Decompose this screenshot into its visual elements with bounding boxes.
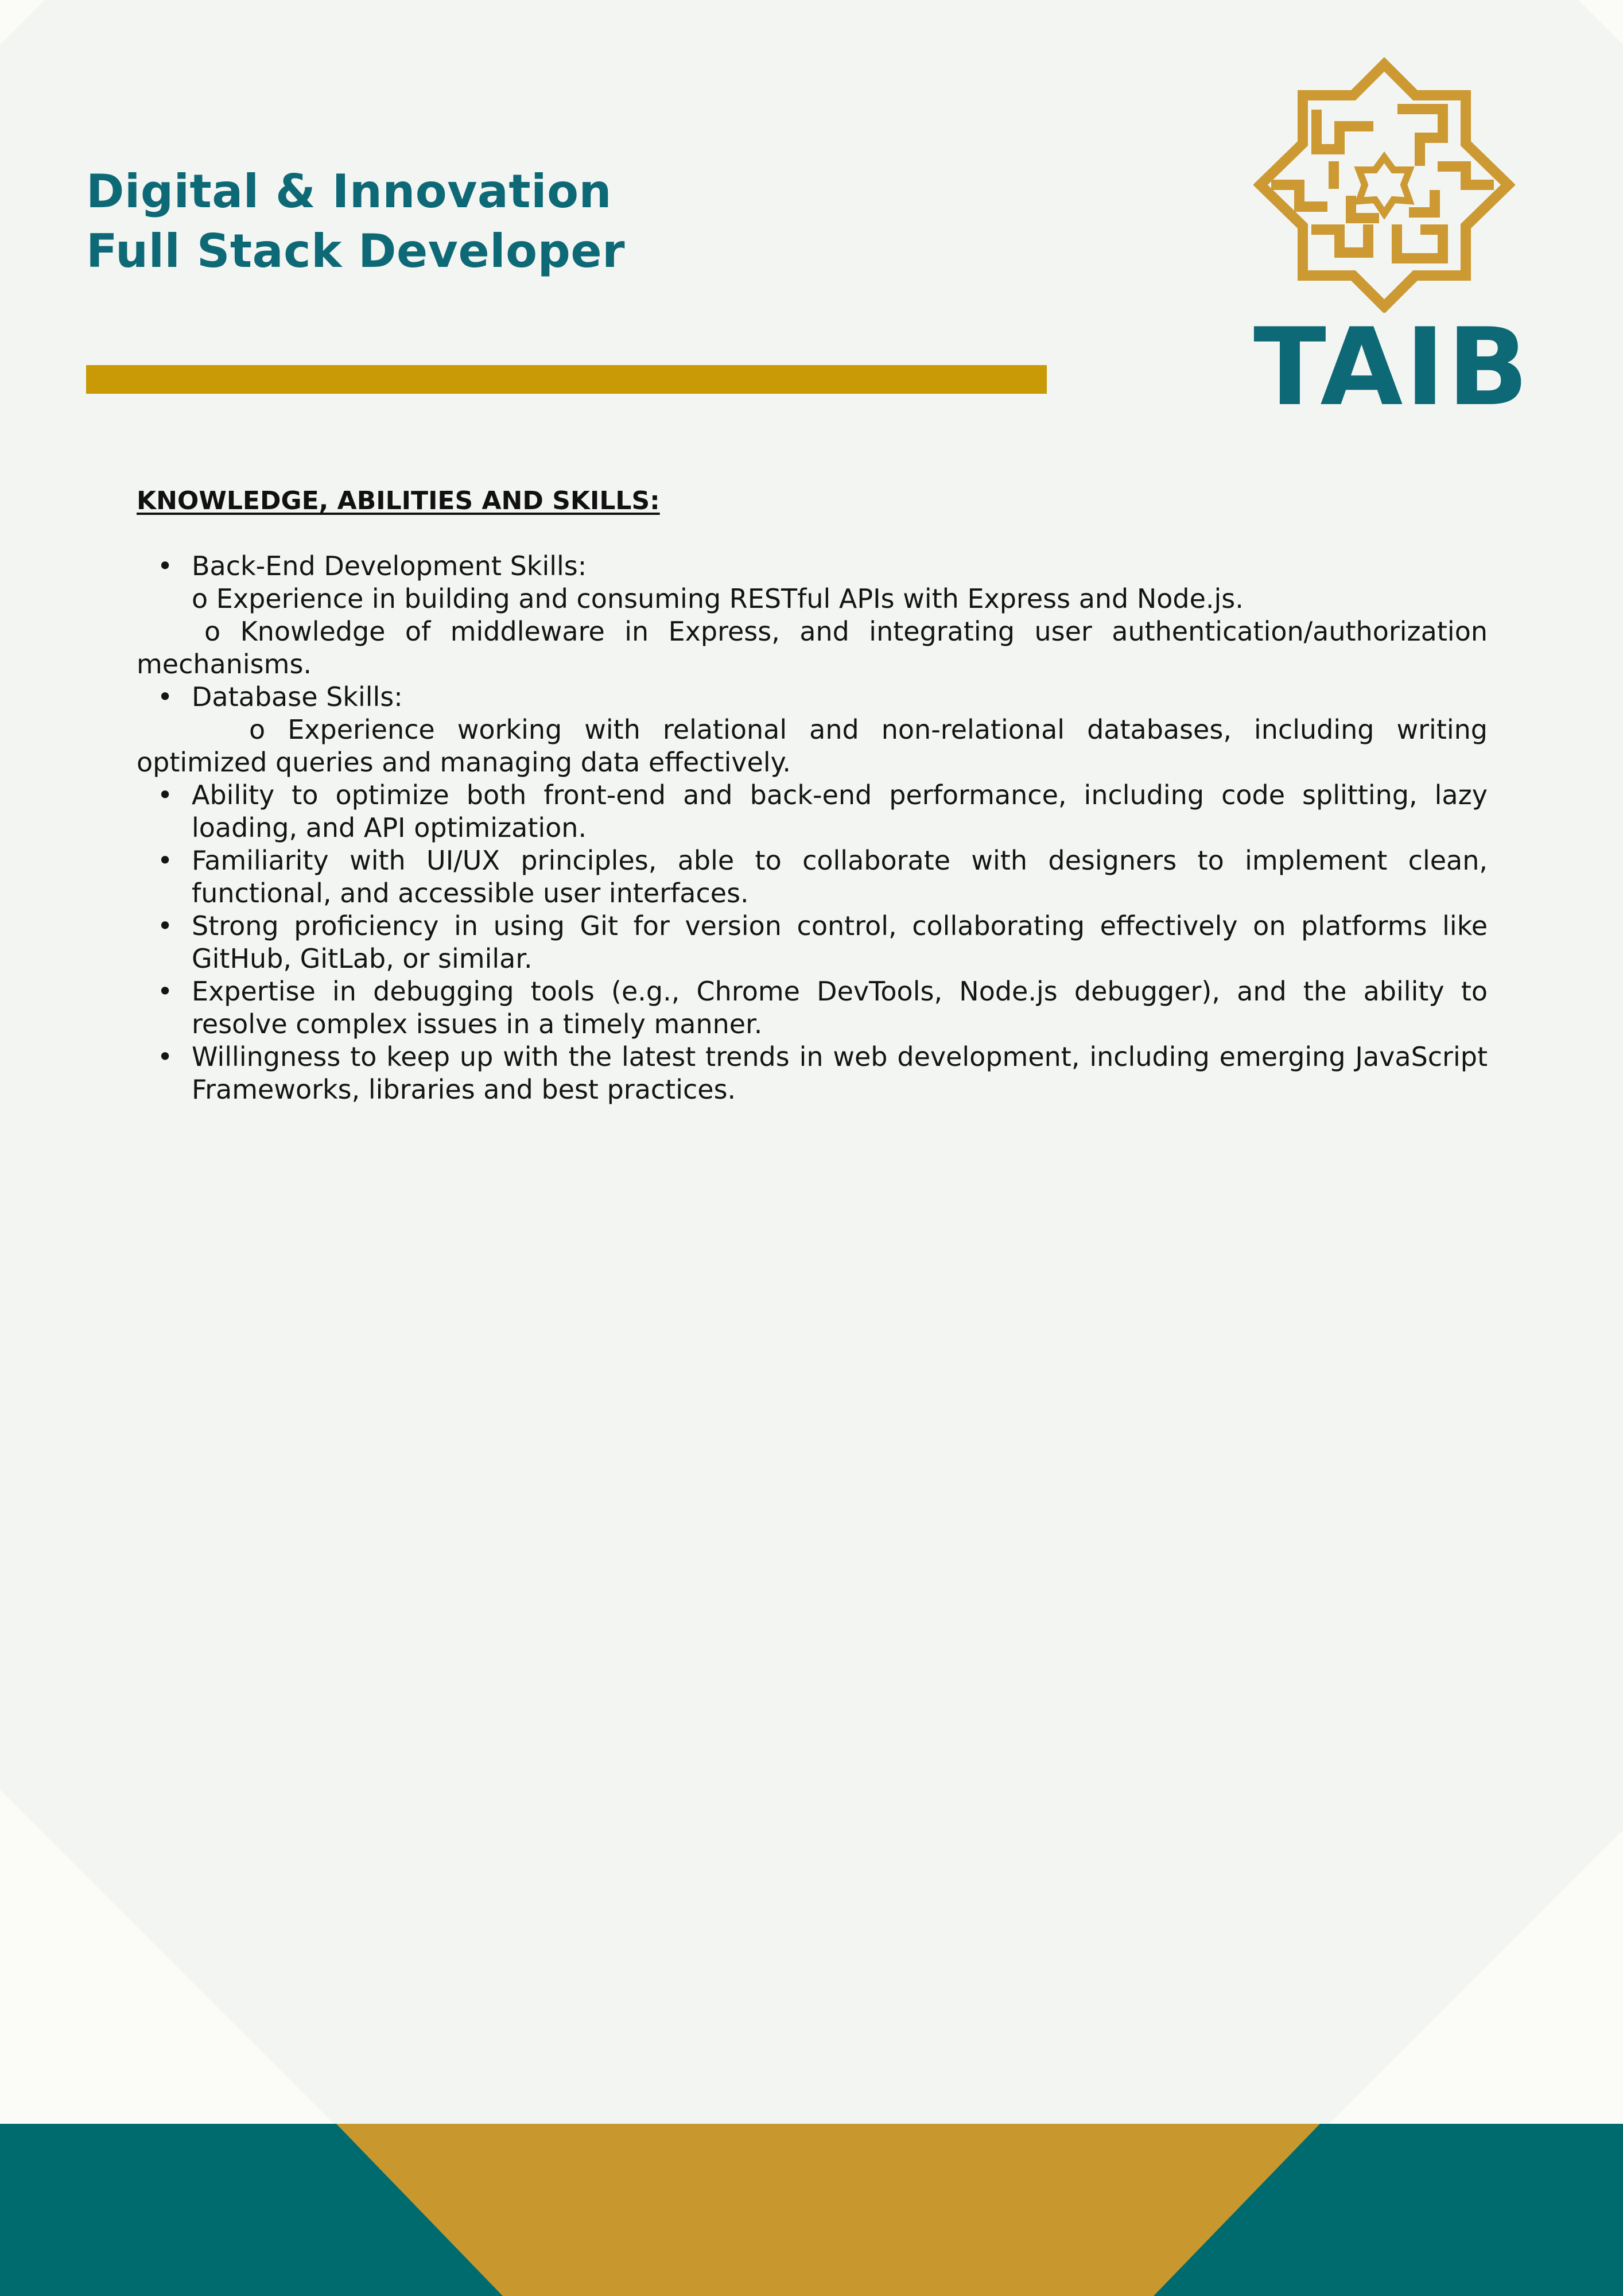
list-item-text: Back-End Development Skills: bbox=[192, 550, 587, 581]
corner-triangle-top-left bbox=[0, 0, 45, 45]
sub-item-text: Experience working with relational and non-relational databases, including writing optimized queries and managing data effectively. bbox=[137, 714, 1488, 778]
list-item bbox=[137, 550, 1488, 583]
taib-logo: TAIB bbox=[1253, 57, 1515, 398]
sub-list-item bbox=[137, 583, 1488, 615]
list-item bbox=[137, 779, 1488, 844]
list-item-text: Willingness to keep up with the latest trends in web development, including emerging JavaScript Frameworks, libraries and best practices. bbox=[192, 1041, 1488, 1105]
bullet-marker: • bbox=[157, 976, 173, 1007]
sub-item-text: Knowledge of middleware in Express, and integrating user authentication/authorization mechanisms. bbox=[137, 616, 1488, 680]
list-item-text: Database Skills: bbox=[192, 681, 403, 712]
sub-item-text: Experience in building and consuming RESTful APIs with Express and Node.js. bbox=[216, 583, 1244, 614]
title-line-2: Full Stack Developer bbox=[86, 224, 626, 278]
section-heading: KNOWLEDGE, ABILITIES AND SKILLS: bbox=[137, 486, 660, 515]
bullet-marker: • bbox=[157, 681, 173, 712]
sub-list-item bbox=[137, 615, 1488, 681]
sub-marker: o bbox=[192, 583, 208, 614]
title-accent-bar bbox=[86, 365, 1047, 394]
list-item-text: Ability to optimize both front-end and back-end performance, including code splitting, lazy loading, and API optimization. bbox=[192, 779, 1488, 843]
list-item-text: Expertise in debugging tools (e.g., Chrome DevTools, Node.js debugger), and the ability to resolve complex issues in a timely manner. bbox=[192, 976, 1488, 1040]
bullet-marker: • bbox=[157, 550, 173, 581]
skills-list bbox=[137, 550, 1488, 1106]
list-item bbox=[137, 975, 1488, 1041]
sub-marker: o bbox=[204, 616, 221, 647]
footer-graphic bbox=[0, 2124, 1623, 2296]
corner-triangle-bottom-left bbox=[0, 1790, 334, 2124]
list-item bbox=[137, 910, 1488, 975]
list-item bbox=[137, 681, 1488, 713]
corner-triangle-top-right bbox=[1578, 0, 1623, 45]
list-item-text: Familiarity with UI/UX principles, able to collaborate with designers to implement clean, functional, and accessible user interfaces. bbox=[192, 845, 1488, 909]
corner-triangle-bottom-right bbox=[1329, 1830, 1623, 2124]
title-line-1: Digital & Innovation bbox=[86, 165, 612, 218]
footer-gold-trapezoid bbox=[336, 2124, 1320, 2296]
page-title bbox=[86, 162, 625, 281]
bullet-marker: • bbox=[157, 1041, 173, 1072]
list-item bbox=[137, 1041, 1488, 1106]
list-item bbox=[137, 844, 1488, 910]
sub-marker: o bbox=[249, 714, 266, 745]
bullet-marker: • bbox=[157, 779, 173, 810]
sub-list-item bbox=[137, 713, 1488, 779]
skills-section bbox=[137, 484, 1488, 1106]
footer-band bbox=[0, 2124, 1623, 2296]
kufic-calligraphy-emblem-icon bbox=[1253, 57, 1515, 313]
bullet-marker: • bbox=[157, 910, 173, 941]
list-item-text: Strong proficiency in using Git for version control, collaborating effectively on platforms like GitHub, GitLab, or similar. bbox=[192, 910, 1488, 974]
bullet-marker: • bbox=[157, 845, 173, 876]
